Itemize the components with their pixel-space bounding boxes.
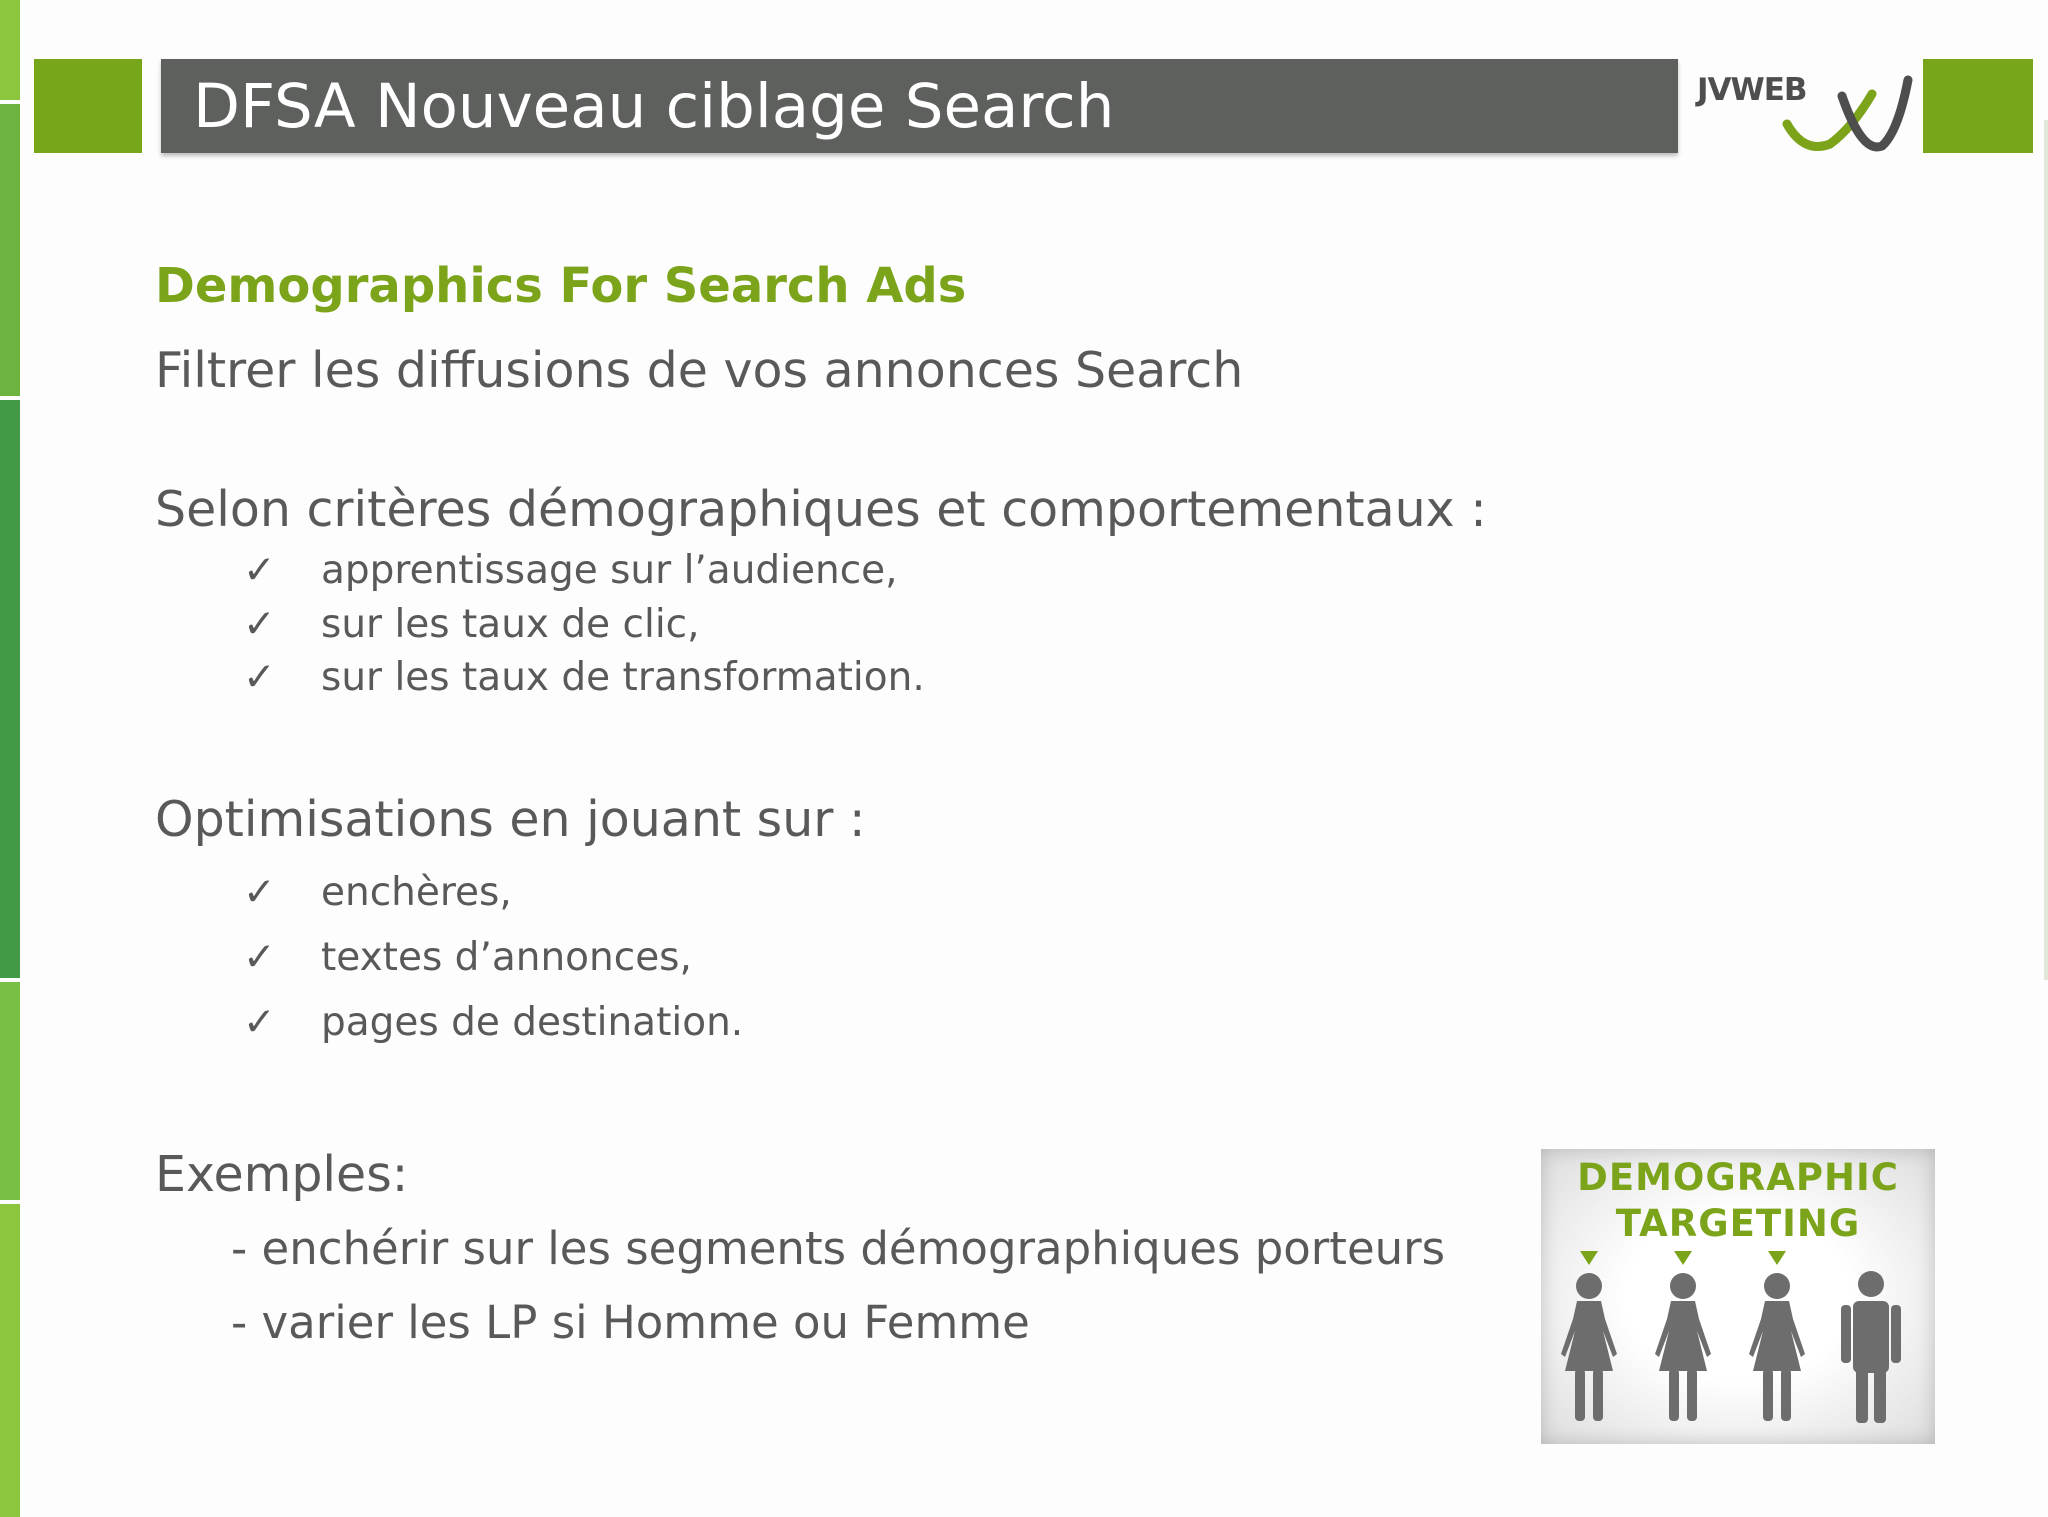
examples-heading: Exemples: <box>155 1146 409 1203</box>
check-icon: ✓ <box>243 870 276 915</box>
demographic-targeting-image <box>1541 1149 1935 1444</box>
check-icon: ✓ <box>243 602 276 647</box>
criteria-item <box>243 548 898 593</box>
criteria-item-text: sur les taux de clic, <box>321 602 700 647</box>
criteria-item-text: apprentissage sur l’audience, <box>321 548 898 593</box>
check-icon: ✓ <box>243 655 276 700</box>
header-right-square <box>1923 59 2033 153</box>
logo-text: JVWEB <box>1697 72 1807 108</box>
illustration-line-1: DEMOGRAPHIC <box>1577 1156 1899 1199</box>
example-item: - enchérir sur les segments démographiques porteurs <box>231 1222 1446 1275</box>
left-accent-bar-3 <box>0 400 20 978</box>
left-accent-bar-2 <box>0 104 20 396</box>
arrow-down-icon <box>1768 1251 1786 1265</box>
right-edge-line <box>2044 120 2048 980</box>
left-accent-bar-5 <box>0 1204 20 1517</box>
optimisation-item-text: textes d’annonces, <box>321 935 692 980</box>
arrow-down-icon <box>1674 1251 1692 1265</box>
optimisations-heading: Optimisations en jouant sur : <box>155 791 866 848</box>
subtitle: Demographics For Search Ads <box>155 258 967 314</box>
slide-title: DFSA Nouveau ciblage Search <box>193 71 1115 142</box>
check-icon: ✓ <box>243 548 276 593</box>
optimisation-item-text: pages de destination. <box>321 1000 744 1045</box>
criteria-item <box>243 602 700 647</box>
arrow-down-icon <box>1580 1251 1598 1265</box>
criteria-item-text: sur les taux de transformation. <box>321 655 925 700</box>
criteria-heading: Selon critères démographiques et comportementaux : <box>155 481 1487 538</box>
check-icon: ✓ <box>243 935 276 980</box>
header-left-square <box>34 59 142 153</box>
left-accent-bar-1 <box>0 0 20 100</box>
criteria-item <box>243 655 925 700</box>
woman-icon <box>1561 1273 1617 1421</box>
header-bar <box>161 59 1678 153</box>
jvweb-logo <box>1692 58 1918 158</box>
left-accent-bar-4 <box>0 982 20 1200</box>
intro-text: Filtrer les diffusions de vos annonces Search <box>155 342 1244 399</box>
optimisation-item <box>243 870 512 915</box>
woman-icon <box>1655 1273 1711 1421</box>
illustration-line-2: TARGETING <box>1615 1202 1861 1245</box>
woman-icon <box>1749 1273 1805 1421</box>
optimisation-item-text: enchères, <box>321 870 512 915</box>
man-icon <box>1841 1271 1901 1423</box>
optimisation-item <box>243 935 692 980</box>
check-icon: ✓ <box>243 1000 276 1045</box>
optimisation-item <box>243 1000 743 1045</box>
example-item: - varier les LP si Homme ou Femme <box>231 1296 1030 1349</box>
